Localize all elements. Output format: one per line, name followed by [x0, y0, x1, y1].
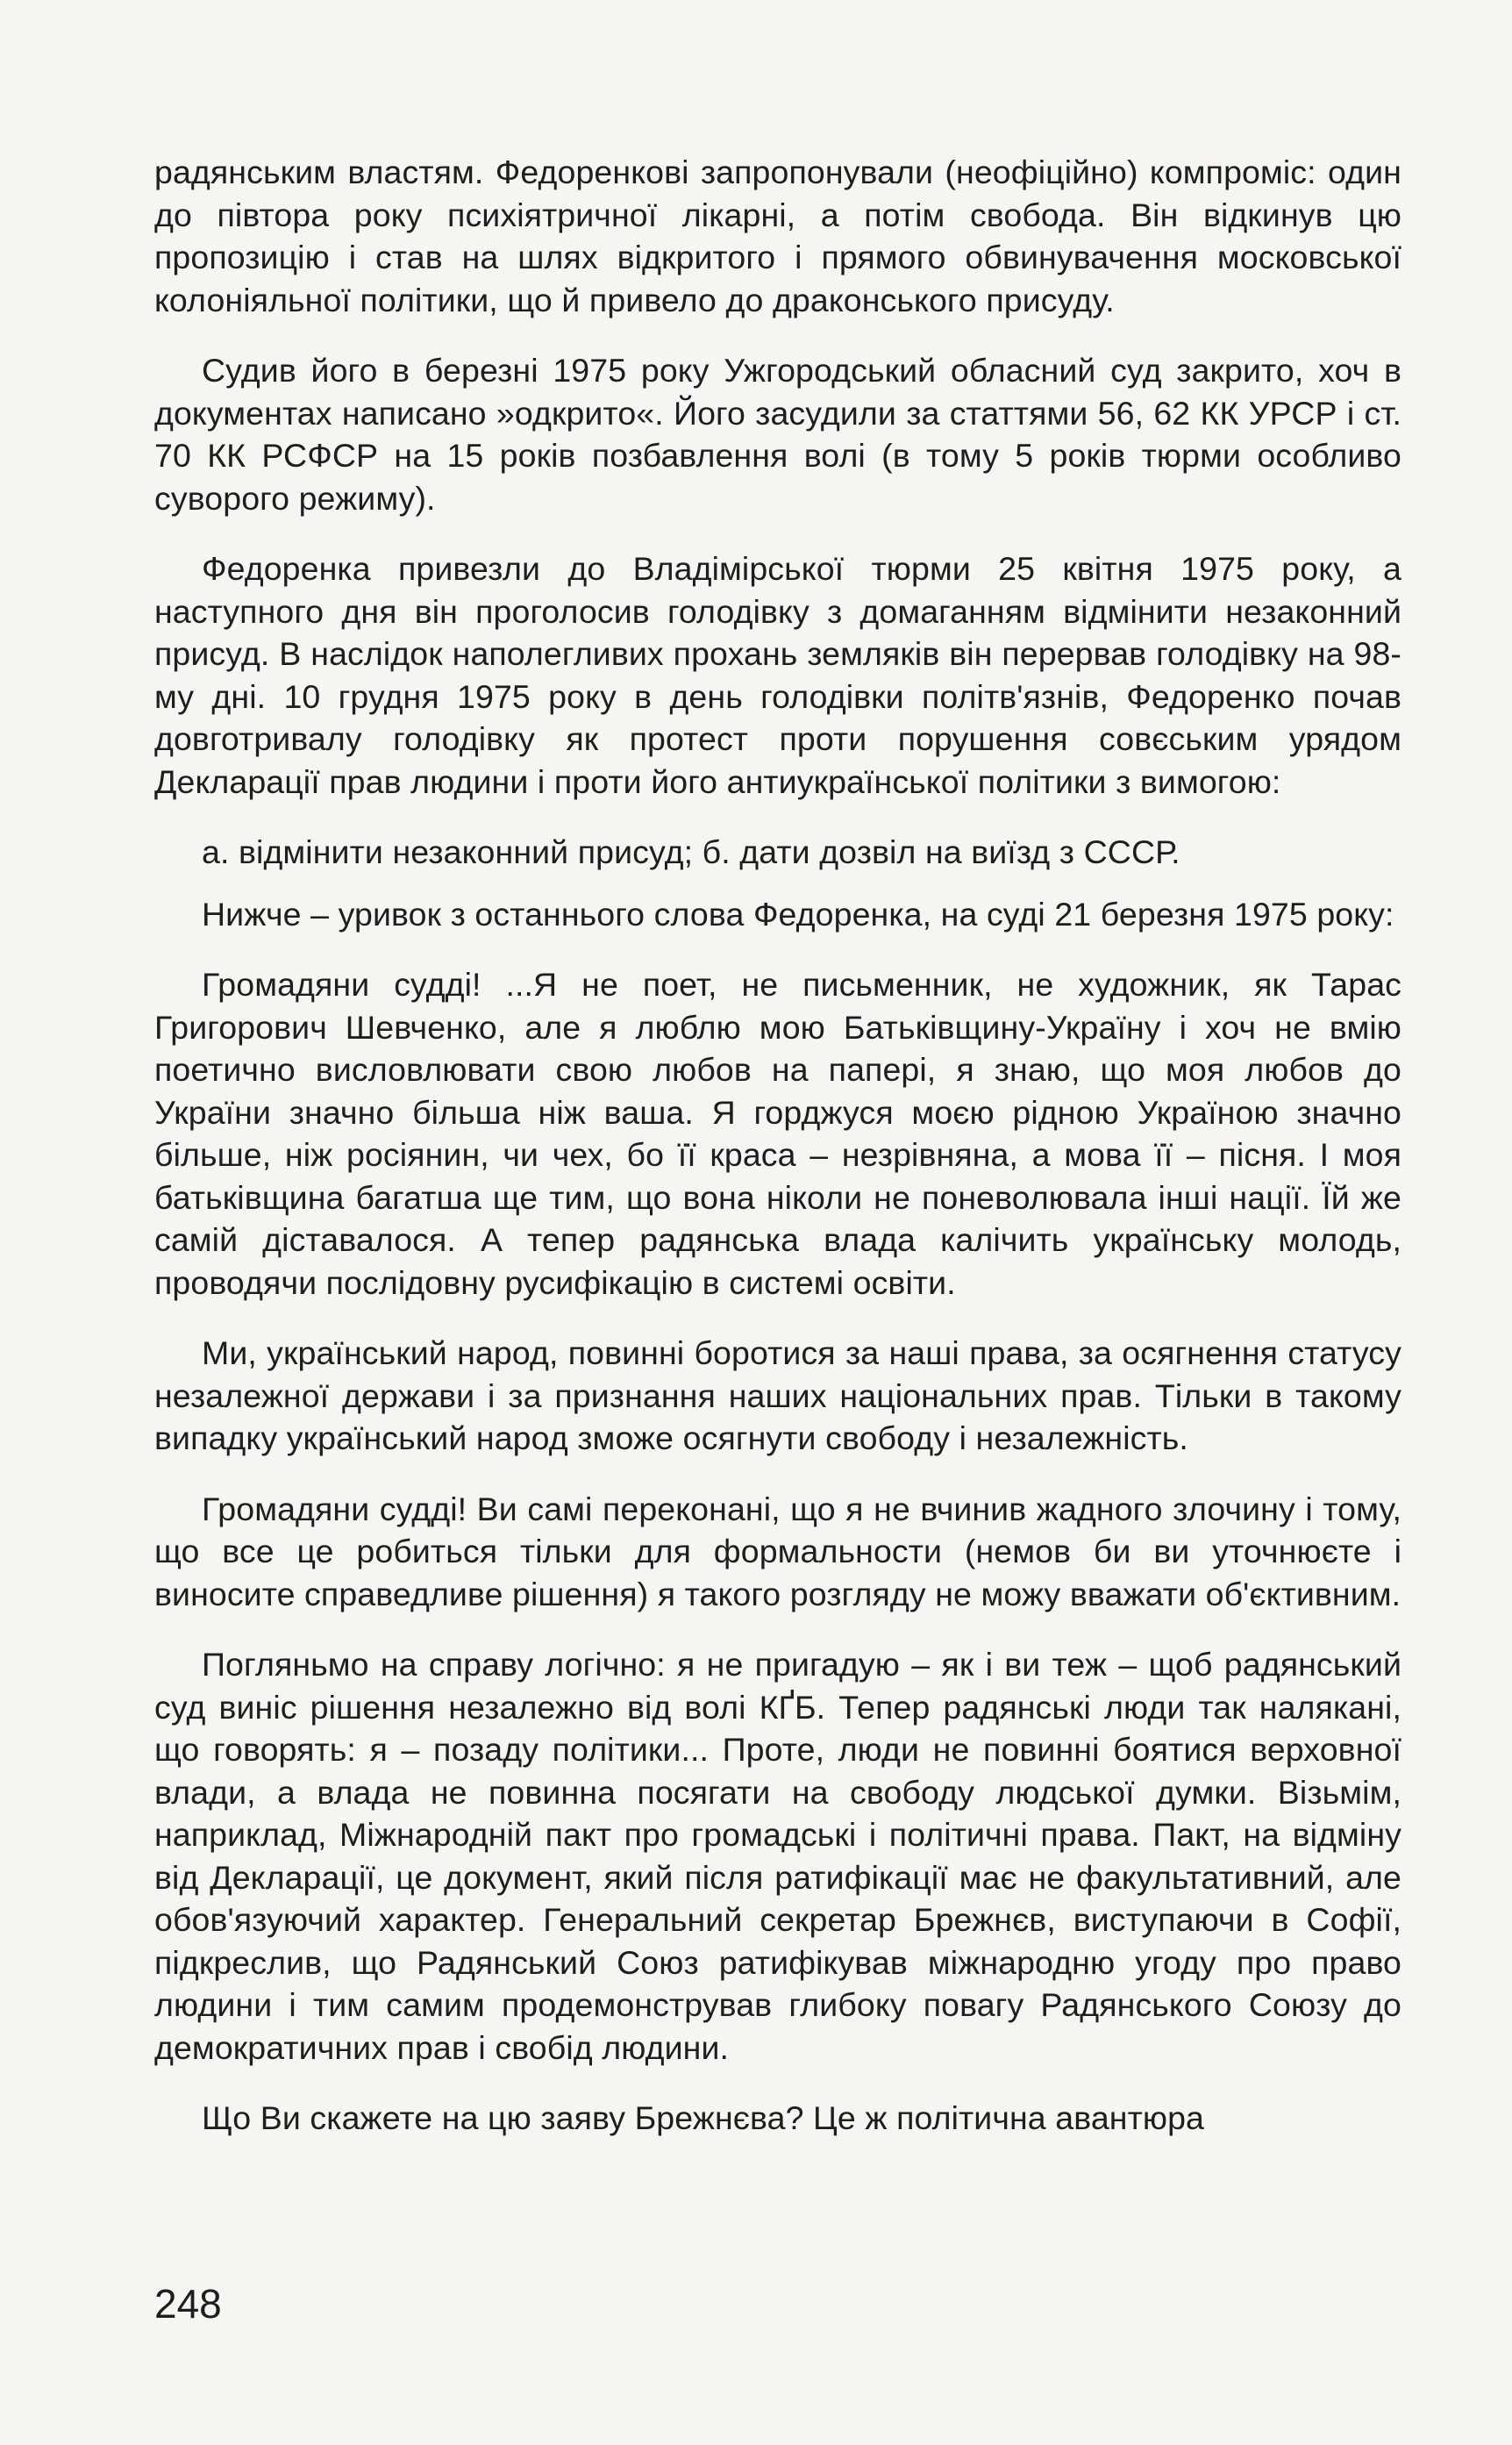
paragraph-quote-4: Погляньмо на справу логічно: я не пригадую – як і ви теж – щоб радянський суд виніс рішення незалежно від волі КҐБ. Тепер радянські люди так налякані, що говорять: я – позаду політики... Проте, люди не повинні боятися верховної влади, а влада не повинна посягати на свободу людської думки. Візьмім, наприклад, Міжнародній пакт про громадські і політичні права. Пакт, на відміну від Декларації, це документ, який після ратифікації має не факультативний, але обов'язуючий характер. Генеральний секретар Брежнєв, виступаючи в Софії, підкреслив, що Радянський Союз ратифікував міжнародню угоду про право людини і тим самим продемонстрував глибоку повагу Радянського Союзу до демократичних прав і свобід людини.	[154, 1646, 1401, 2066]
paragraph-quote-2: Ми, український народ, повинні боротися за наші права, за осягнення статусу незалежної держави і за признання наших національних прав. Тільки в такому випадку український народ зможе осягнути свободу і незалежність.	[154, 1334, 1401, 1456]
paragraph-2: Судив його в березні 1975 року Ужгородський обласний суд закрито, хоч в документах написано »одкрито«. Його засудили за статтями 56, 62 КК УРСР і ст. 70 КК РСФСР на 15 років позбавлення волі (в тому 5 років тюрми особливо суворого режиму).	[154, 352, 1401, 517]
paragraph-quote-3: Громадяни судді! Ви самі переконані, що я не вчинив жадного злочину і тому, що все це робиться тільки для формальности (немов би ви уточнюєте і виносите справедливе рішення) я такого розгляду не можу вважати об'єктивним.	[154, 1490, 1401, 1612]
paragraph-intro-quote: Нижче – уривок з останнього слова Федоренка, на суді 21 березня 1975 року:	[202, 895, 1394, 933]
page-number: 248	[154, 2281, 222, 2327]
paragraph-quote-5: Що Ви скажете на цю заяву Брежнєва? Це ж політична авантюра	[202, 2099, 1205, 2136]
paragraph-1: радянським властям. Федоренкові запропонували (неофіційно) компроміс: один до півтора року психіятричної лікарні, а потім свобода. Він відкинув цю пропозицію і став на шлях відкритого і прямого обвинувачення московської колоніяльної політики, що й привело до драконського присуду.	[154, 154, 1401, 318]
paragraph-demands: а. відмінити незаконний присуд; б. дати дозвіл на виїзд з СССР.	[202, 833, 1180, 870]
page-body	[154, 151, 1401, 2168]
paragraph-3: Федоренка привезли до Владімірської тюрми 25 квітня 1975 року, а наступного дня він проголосив голодівку з домаганням відмінити незаконний присуд. В наслідок наполегливих прохань земляків він перервав голодівку на 98-му дні. 10 грудня 1975 року в день голодівки політв'язнів, Федоренко почав довготривалу голодівку як протест проти порушення совєським урядом Декларації прав людини і проти його антиукраїнської політики з вимогою:	[154, 550, 1401, 800]
paragraph-quote-1: Громадяни судді! ...Я не поет, не письменник, не художник, як Тарас Григорович Шевченко, але я люблю мою Батьківщину-Україну і хоч не вмію поетично висловлювати свою любов на папері, я знаю, що моя любов до України значно більша ніж ваша. Я горджуся моєю рідною Україною значно більше, ніж росіянин, чи чех, бо її краса – незрівняна, а мова її – пісня. І моя батьківщина багатша ще тим, що вона ніколи не поневолювала інші нації. Їй же самій діставалося. А тепер радянська влада калічить українську молодь, проводячи послідовну русифікацію в системі освіти.	[154, 966, 1401, 1301]
